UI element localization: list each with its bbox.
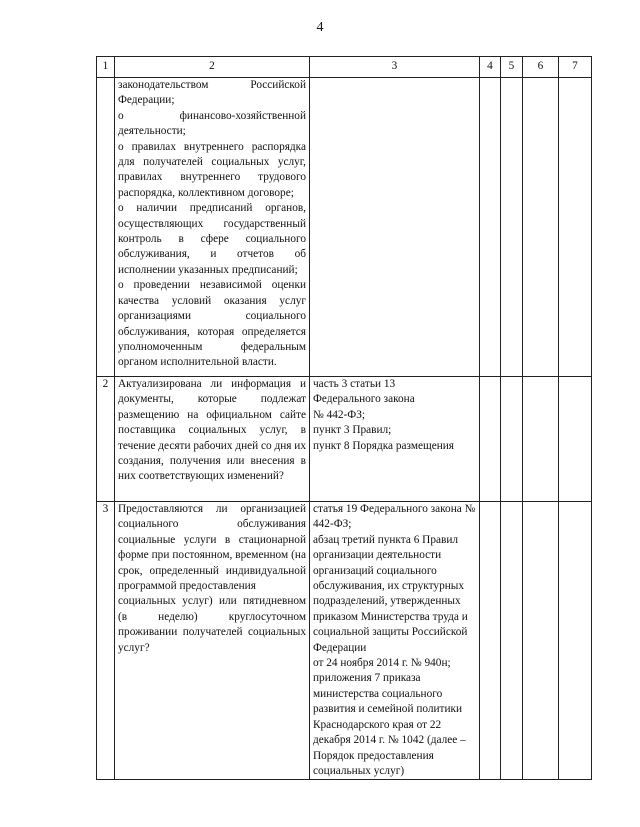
- legal-basis-text: приложения 7 приказа министерства социального развития и семейной политики Краснодарского края от 22 декабря 2014 г. № 1042 (далее – Порядок предоставления социальных услуг): [313, 672, 466, 777]
- column-header: 2: [115, 57, 310, 78]
- table-row: [97, 377, 592, 502]
- column-header: 4: [480, 57, 501, 78]
- question-text: о финансово-хозяйственной деятельности;: [118, 109, 306, 138]
- legal-basis-cell: [310, 502, 480, 780]
- question-text: социальных услуг) или пятидневном (в неделю) круглосуточном проживании получателей социальных услуг?: [118, 595, 306, 654]
- checklist-table: [96, 56, 592, 780]
- legal-basis-text: пункт 3 Правил;: [313, 424, 392, 437]
- question-text: о наличии предписаний органов, осуществляющих государственный контроль в сфере социального обслуживания, и отчетов об исполнении указанных предписаний;: [118, 202, 306, 276]
- answer-no-cell[interactable]: [501, 502, 523, 780]
- table-header-row: [97, 57, 592, 78]
- answer-na-cell[interactable]: [523, 502, 559, 780]
- legal-basis-text: пункт 8 Порядка размещения: [313, 439, 454, 452]
- column-header: 6: [523, 57, 559, 78]
- question-text: законодательством Российской Федерации;: [118, 79, 306, 107]
- question-text: Предоставляются ли организацией социального обслуживания социальные услуги в стационарной форме при постоянном, временном (на срок, определенный индивидуальной программой предоставления: [118, 503, 306, 593]
- answer-na-cell[interactable]: [523, 78, 559, 377]
- answer-no-cell[interactable]: [501, 377, 523, 502]
- answer-yes-cell[interactable]: [480, 377, 501, 502]
- column-header: 7: [559, 57, 592, 78]
- legal-basis-text: абзац третий пункта 6 Правил организации деятельности организаций социального обслуживания, их структурных подразделений, утвержденных приказом Министерства труда и социальной защиты Российской Федерации: [313, 533, 468, 654]
- remarks-cell[interactable]: [559, 78, 592, 377]
- legal-basis-text: от 24 ноября 2014 г. № 940н;: [313, 657, 451, 670]
- answer-yes-cell[interactable]: [480, 78, 501, 377]
- legal-basis-cell: [310, 78, 480, 377]
- page-number: 4: [316, 20, 324, 35]
- question-text: Актуализирована ли информация и документы, которые подлежат размещению на официальном сайте поставщика социальных услуг, в течение десяти рабочих дней со дня их создания, получения или внесения в них соответствующих изменений?: [118, 378, 306, 483]
- question-cell: [115, 78, 310, 377]
- question-text: о проведении независимой оценки качества условий оказания услуг организациями социального обслуживания, которая определяется уполномоченным федеральным органом исполнительной власти.: [118, 279, 306, 369]
- answer-na-cell[interactable]: [523, 377, 559, 502]
- column-header: 5: [501, 57, 523, 78]
- question-text: о правилах внутреннего распорядка для получателей социальных услуг, правилах внутреннего трудового распорядка, коллективном договоре;: [118, 140, 306, 199]
- row-number-cell: 3: [97, 502, 115, 780]
- table-row: [97, 502, 592, 780]
- legal-basis-text: № 442-ФЗ;: [313, 408, 366, 421]
- question-cell: [115, 377, 310, 502]
- row-number-cell: 2: [97, 377, 115, 502]
- legal-basis-text: Федерального закона: [313, 393, 415, 406]
- legal-basis-text: часть 3 статьи 13: [313, 378, 396, 390]
- answer-yes-cell[interactable]: [480, 502, 501, 780]
- answer-no-cell[interactable]: [501, 78, 523, 377]
- remarks-cell[interactable]: [559, 377, 592, 502]
- legal-basis-text: статья 19 Федерального закона № 442-ФЗ;: [313, 503, 476, 531]
- legal-basis-cell: [310, 377, 480, 502]
- remarks-cell[interactable]: [559, 502, 592, 780]
- question-cell: [115, 502, 310, 780]
- column-header: 1: [97, 57, 115, 78]
- row-number-cell: [97, 78, 115, 377]
- table-row: [97, 78, 592, 377]
- column-header: 3: [310, 57, 480, 78]
